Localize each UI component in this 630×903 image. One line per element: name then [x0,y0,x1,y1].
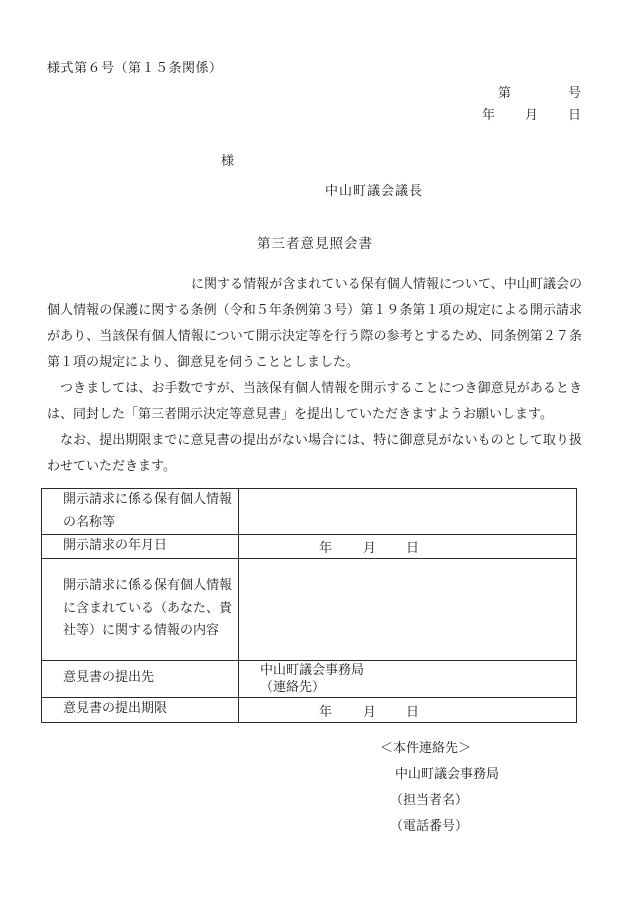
destination-contact: （連絡先） [260,679,326,695]
submission-deadline-value [239,697,577,722]
date-month: 月 [525,108,539,123]
table-row [42,489,577,535]
contact-office: 中山町議会事務局 [395,767,500,782]
form-number: 様式第６号（第１５条関係） [47,61,223,76]
table-row [42,558,577,660]
request-date-value [239,535,577,559]
destination-office: 中山町議会事務局 [260,662,365,678]
number-prefix: 第 [498,86,512,101]
sender-name: 中山町議会議長 [325,184,424,199]
body-text [47,272,582,480]
request-date-day: 日 [406,541,420,557]
submission-destination-label: 意見書の提出先 [42,660,239,697]
info-content-label: 開示請求に係る保有個人情報に含まれている（あなた、貴社等）に関する情報の内容 [42,558,239,660]
table-row [42,697,577,722]
info-content-value [239,558,577,660]
request-date-label: 開示請求の年月日 [42,535,239,559]
contact-person: （担当者名） [390,793,469,808]
submission-destination-value [239,660,577,697]
deadline-day: 日 [406,704,420,720]
body-paragraph-1: に関する情報が含まれている保有個人情報について、中山町議会の個人情報の保護に関する条例（令和５年条例第３号）第１９条第１項の規定による開示請求があり、当該保有個人情報について開示決定等を行う際の参考とするため、同条例第２７条第１項の規定により、御意見を伺うこととしました。 [47,277,582,370]
contact-heading: ＜本件連絡先＞ [380,741,472,756]
date-year: 年 [482,108,496,123]
deadline-year: 年 [319,704,333,720]
contact-phone: （電話番号） [390,819,469,834]
info-name-value [239,489,577,535]
table-row [42,535,577,559]
document-title: 第三者意見照会書 [257,236,373,252]
addressee-honorific: 様 [221,154,235,169]
submission-deadline-label: 意見書の提出期限 [42,697,239,722]
table-row [42,660,577,697]
body-paragraph-2: つきましては、お手数ですが、当該保有個人情報を開示することにつき御意見があるときは、同封した「第三者開示決定等意見書」を提出していただきますようお願いします。 [47,381,582,422]
request-date-year: 年 [319,541,333,557]
inquiry-table [41,488,577,723]
deadline-month: 月 [363,704,377,720]
request-date-month: 月 [363,541,377,557]
body-paragraph-3: なお、提出期限までに意見書の提出がない場合には、特に御意見がないものとして取り扱わせていただきます。 [47,433,582,474]
date-day: 日 [568,108,582,123]
number-suffix: 号 [568,86,582,101]
info-name-label: 開示請求に係る保有個人情報の名称等 [42,489,239,535]
